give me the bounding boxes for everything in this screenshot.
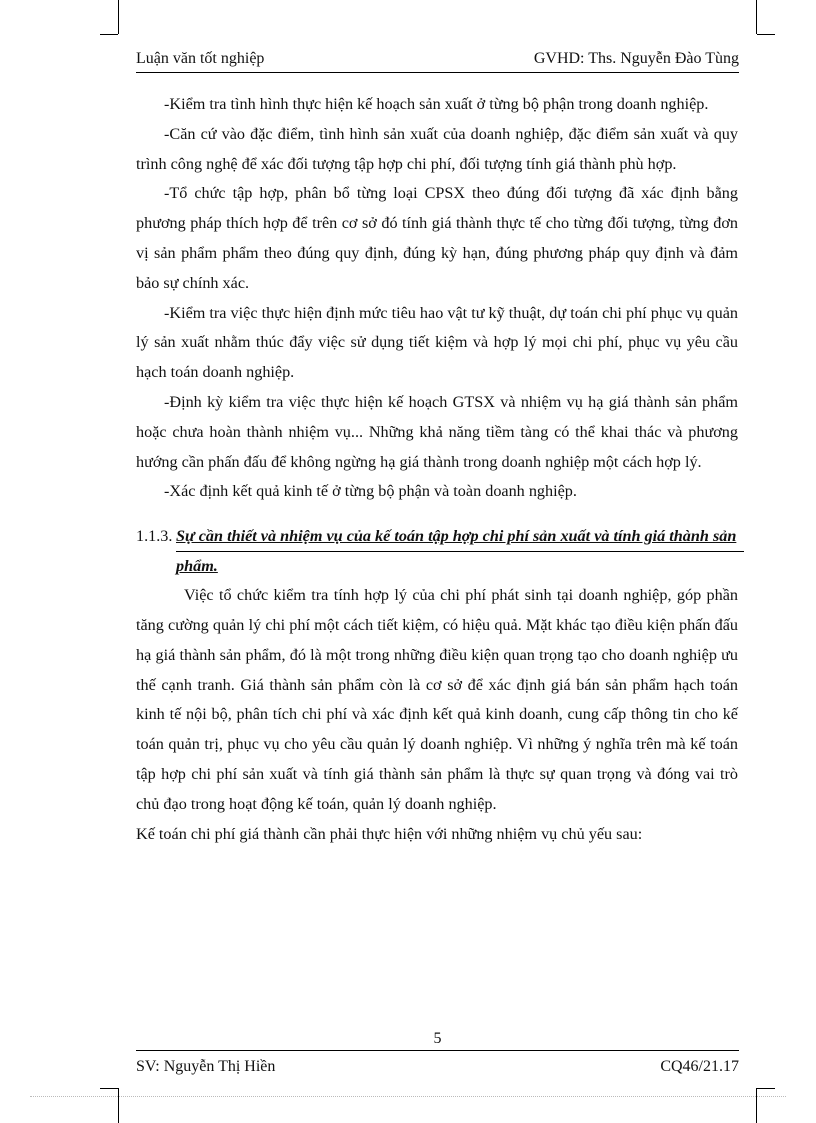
section-number: 1.1.3. [136,527,173,546]
bullet-paragraph: -Căn cứ vào đặc điểm, tình hình sản xuất của doanh nghiệp, đặc điểm sản xuất và quy trình công nghệ để xác đối tượng tập hợp chi phí, đối tượng tính giá thành phù hợp. [136,124,738,173]
footer-student: SV: Nguyễn Thị Hiền [136,1058,276,1075]
section-heading [136,521,738,581]
crop-mark [756,0,757,34]
page-footer [136,1050,739,1079]
footer-class-code: CQ46/21.17 [660,1058,739,1075]
body-paragraph: Việc tổ chức kiểm tra tính hợp lý của chi phí phát sinh tại doanh nghiệp, góp phần tăng cường quản lý chi phí một cách tiết kiệm, có hiệu quả. Mặt khác tạo điều kiện phấn đấu hạ giá thành sản phẩm, đó là một trong những điều kiện quan trọng tạo cho doanh nghiệp ưu thế cạnh tranh. Giá thành sản phẩm còn là cơ sở để xác định giá bán sản phẩm hạch toán kinh tế nội bộ, phân tích chi phí và xác định kết quả kinh doanh, cung cấp thông tin cho kế toán quản trị, phục vụ cho yêu cầu quản lý doanh nghiệp. Vì những ý nghĩa trên mà kế toán tập hợp chi phí sản xuất và tính giá thành sản phẩm là thực sự quan trọng và đóng vai trò chủ đạo trong hoạt động kế toán, quản lý doanh nghiệp. [136,586,738,813]
document-body [136,90,738,849]
heading-rule [176,551,744,552]
bullet-paragraph: -Xác định kết quả kinh tế ở từng bộ phận và toàn doanh nghiệp. [164,482,577,501]
bullet-paragraph: -Kiểm tra việc thực hiện định mức tiêu hao vật tư kỹ thuật, dự toán chi phí phục vụ quản lý sản xuất nhằm thúc đẩy việc sử dụng tiết kiệm và hợp lý mọi chi phí, phục vụ yêu cầu hạch toán doanh nghiệp. [136,303,738,382]
closing-paragraph: Kế toán chi phí giá thành cần phải thực hiện với những nhiệm vụ chủ yếu sau: [136,824,643,843]
crop-mark [100,1088,118,1089]
bullet-paragraph: -Kiểm tra tình hình thực hiện kế hoạch sản xuất ở từng bộ phận trong doanh nghiệp. [164,95,709,113]
bullet-paragraph: -Định kỳ kiểm tra việc thực hiện kế hoạch GTSX và nhiệm vụ hạ giá thành sản phẩm hoặc chưa hoàn thành nhiệm vụ... Những khả năng tiềm tàng có thể khai thác và phương hướng cần phấn đấu để không ngừng hạ giá thành trong doanh nghiệp một cách hợp lý. [136,392,738,471]
crop-mark [118,0,119,34]
page-header [136,48,739,73]
crop-mark [100,34,118,35]
header-advisor: GVHD: Ths. Nguyễn Đào Tùng [533,50,739,67]
bullet-paragraph: -Tổ chức tập hợp, phân bổ từng loại CPSX theo đúng đối tượng đã xác định bằng phương pháp thích hợp để trên cơ sở đó tính giá thành thực tế cho từng đối tượng, từng đơn vị sản phẩm phẩm theo đúng quy định, đúng kỳ hạn, đúng phương pháp quy định và đảm bảo sự chính xác. [136,184,738,292]
header-title: Luận văn tốt nghiệp [136,50,265,67]
crop-mark [757,1088,775,1089]
crop-mark [118,1088,119,1123]
page-number: 5 [433,1030,442,1047]
section-title: Sự cần thiết và nhiệm vụ của kế toán tập hợp chi phí sản xuất và tính giá thành sản phẩm. [176,527,737,576]
crop-mark [757,34,775,35]
page-edge-divider [30,1096,786,1097]
crop-mark [756,1088,757,1123]
